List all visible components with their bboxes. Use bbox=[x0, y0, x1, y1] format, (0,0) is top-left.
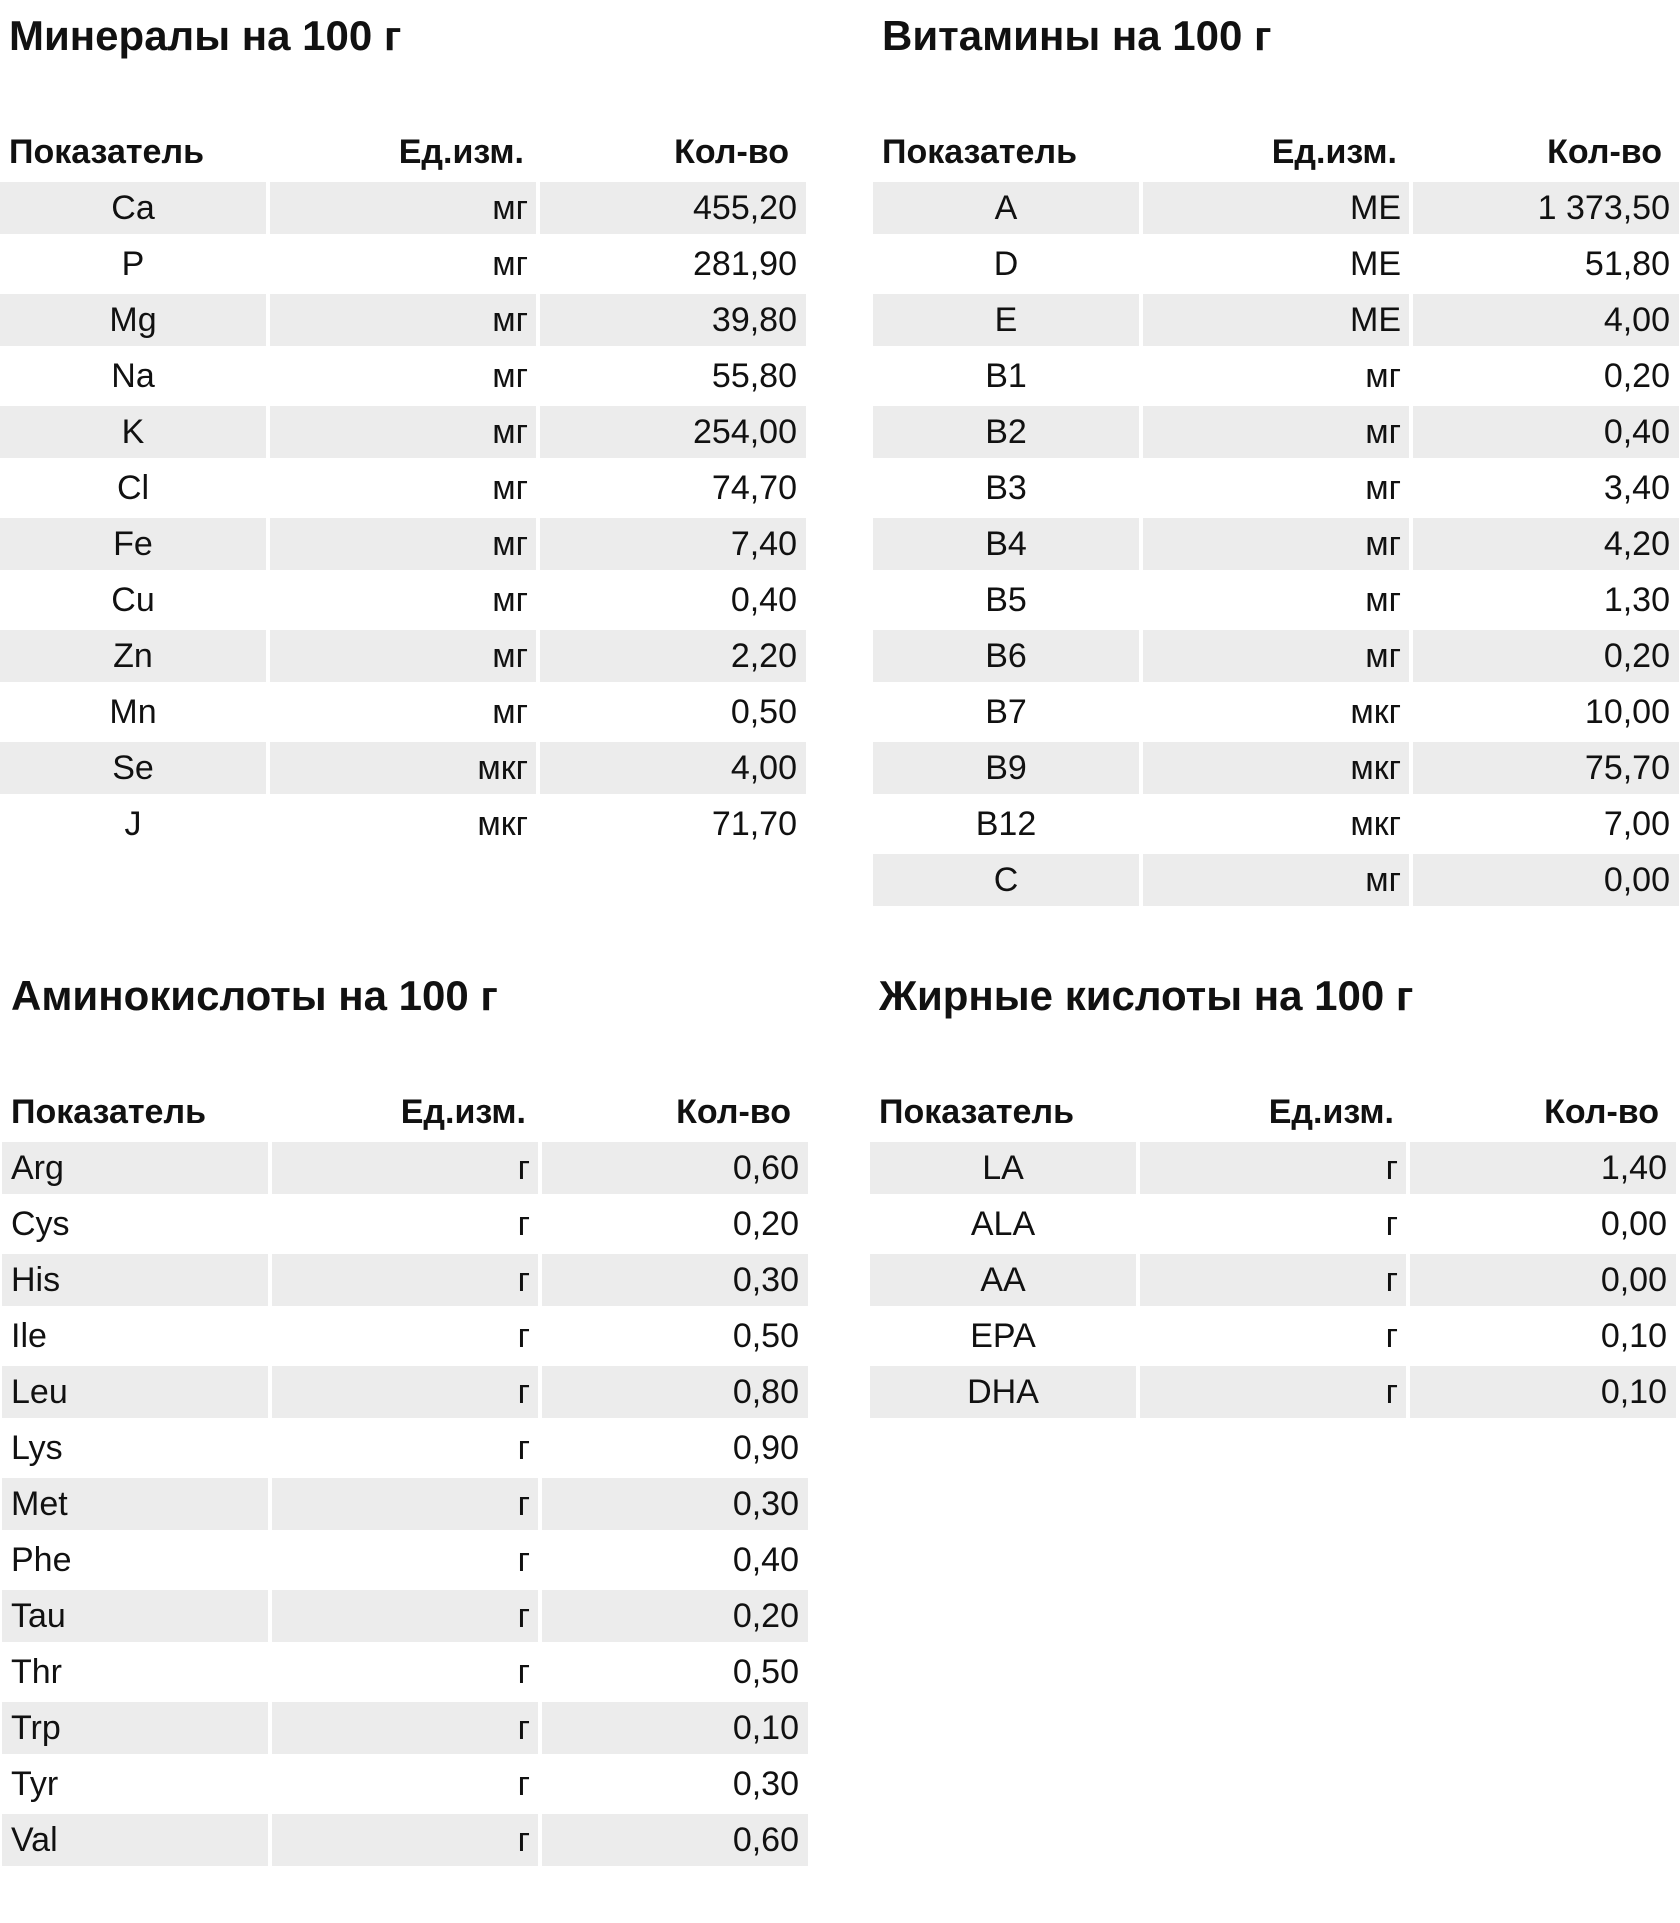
fatty-table bbox=[870, 1084, 1676, 1420]
cell-unit: МЕ bbox=[1350, 245, 1401, 283]
cell-value: 455,20 bbox=[540, 182, 806, 234]
cell-unit: мг bbox=[492, 581, 528, 619]
cell-name: Phe bbox=[11, 1541, 72, 1579]
cell-name: B7 bbox=[985, 693, 1027, 731]
table-row bbox=[2, 1252, 808, 1308]
cell-name: B9 bbox=[873, 742, 1139, 794]
table-row bbox=[873, 684, 1679, 740]
cell-name: Mn bbox=[109, 693, 157, 731]
table-row bbox=[873, 740, 1679, 796]
cell-value: 0,60 bbox=[542, 1142, 808, 1194]
cell-value: 0,30 bbox=[542, 1254, 808, 1306]
cell-value: 0,40 bbox=[1413, 406, 1679, 458]
cell-unit: г bbox=[1385, 1317, 1398, 1355]
cell-value: 0,50 bbox=[732, 1317, 799, 1355]
table-row bbox=[2, 1308, 808, 1364]
cell-unit: г bbox=[272, 1814, 538, 1866]
cell-name: Fe bbox=[0, 518, 266, 570]
header-unit: Ед.изм. bbox=[1268, 1092, 1394, 1131]
cell-name: Arg bbox=[2, 1142, 268, 1194]
cell-value: 7,40 bbox=[540, 518, 806, 570]
table-row bbox=[0, 348, 806, 404]
cell-unit: мг bbox=[270, 630, 536, 682]
cell-unit: мг bbox=[492, 245, 528, 283]
cell-value: 74,70 bbox=[711, 469, 797, 507]
table-row bbox=[873, 516, 1679, 572]
table-row bbox=[2, 1476, 808, 1532]
cell-name: Mg bbox=[0, 294, 266, 346]
table-row bbox=[0, 740, 806, 796]
header-name: Показатель bbox=[11, 1092, 206, 1131]
cell-unit: мкг bbox=[477, 805, 528, 843]
cell-value: 4,00 bbox=[1413, 294, 1679, 346]
amino-title: Аминокислоты на 100 г bbox=[11, 972, 498, 1019]
table-row bbox=[873, 348, 1679, 404]
header-value: Кол-во bbox=[1547, 132, 1662, 171]
cell-value: 0,50 bbox=[730, 693, 797, 731]
cell-value: 0,20 bbox=[1413, 630, 1679, 682]
cell-value: 0,30 bbox=[732, 1765, 799, 1803]
cell-value: 0,20 bbox=[1603, 357, 1670, 395]
cell-unit: мг bbox=[492, 357, 528, 395]
table-row bbox=[0, 516, 806, 572]
cell-name: B6 bbox=[873, 630, 1139, 682]
table-row bbox=[873, 292, 1679, 348]
table-row bbox=[873, 404, 1679, 460]
minerals-table bbox=[0, 124, 806, 852]
cell-unit: г bbox=[272, 1142, 538, 1194]
cell-unit: мг bbox=[1143, 518, 1409, 570]
cell-unit: мг bbox=[1143, 406, 1409, 458]
cell-name: His bbox=[2, 1254, 268, 1306]
cell-value: 0,00 bbox=[1600, 1205, 1667, 1243]
cell-value: 75,70 bbox=[1413, 742, 1679, 794]
cell-value: 1 373,50 bbox=[1413, 182, 1679, 234]
cell-unit: мг bbox=[492, 469, 528, 507]
header-unit: Ед.изм. bbox=[398, 132, 524, 171]
cell-unit: МЕ bbox=[1143, 294, 1409, 346]
cell-name: Lys bbox=[11, 1429, 63, 1467]
table-row bbox=[2, 1532, 808, 1588]
cell-name: K bbox=[0, 406, 266, 458]
cell-unit: г bbox=[1140, 1366, 1406, 1418]
cell-unit: мкг bbox=[270, 742, 536, 794]
cell-unit: мг bbox=[1143, 854, 1409, 906]
table-row bbox=[2, 1644, 808, 1700]
cell-value: 39,80 bbox=[540, 294, 806, 346]
cell-value: 0,80 bbox=[542, 1366, 808, 1418]
cell-unit: г bbox=[272, 1702, 538, 1754]
cell-value: 3,40 bbox=[1603, 469, 1670, 507]
cell-name: Tau bbox=[2, 1590, 268, 1642]
cell-value: 4,00 bbox=[540, 742, 806, 794]
table-row bbox=[870, 1140, 1676, 1196]
cell-value: 0,10 bbox=[1600, 1317, 1667, 1355]
cell-name: Trp bbox=[2, 1702, 268, 1754]
table-row bbox=[2, 1588, 808, 1644]
table-row bbox=[873, 852, 1679, 908]
table-row bbox=[870, 1308, 1676, 1364]
header-name: Показатель bbox=[879, 1092, 1074, 1131]
table-header bbox=[2, 1084, 808, 1140]
cell-value: 0,20 bbox=[732, 1205, 799, 1243]
cell-unit: г bbox=[517, 1541, 530, 1579]
cell-value: 0,40 bbox=[732, 1541, 799, 1579]
cell-unit: мг bbox=[492, 693, 528, 731]
cell-name: B4 bbox=[873, 518, 1139, 570]
cell-value: 51,80 bbox=[1584, 245, 1670, 283]
cell-name: Thr bbox=[11, 1653, 62, 1691]
cell-value: 0,20 bbox=[542, 1590, 808, 1642]
vitamins-table bbox=[873, 124, 1679, 908]
cell-unit: г bbox=[1385, 1205, 1398, 1243]
cell-name: LA bbox=[870, 1142, 1136, 1194]
table-row bbox=[0, 404, 806, 460]
table-row bbox=[2, 1140, 808, 1196]
cell-name: Tyr bbox=[11, 1765, 59, 1803]
vitamins-title: Витамины на 100 г bbox=[882, 12, 1272, 59]
cell-value: 1,40 bbox=[1410, 1142, 1676, 1194]
cell-name: E bbox=[873, 294, 1139, 346]
cell-name: B1 bbox=[985, 357, 1027, 395]
fatty-title: Жирные кислоты на 100 г bbox=[879, 972, 1414, 1019]
cell-name: DHA bbox=[870, 1366, 1136, 1418]
header-name: Показатель bbox=[9, 132, 204, 171]
table-header bbox=[873, 124, 1679, 180]
table-header bbox=[0, 124, 806, 180]
cell-value: 0,60 bbox=[542, 1814, 808, 1866]
cell-name: Na bbox=[111, 357, 155, 395]
cell-name: EPA bbox=[970, 1317, 1036, 1355]
cell-value: 0,50 bbox=[732, 1653, 799, 1691]
table-row bbox=[0, 236, 806, 292]
cell-value: 0,30 bbox=[542, 1478, 808, 1530]
cell-value: 0,90 bbox=[732, 1429, 799, 1467]
table-row bbox=[0, 628, 806, 684]
cell-unit: мкг bbox=[1350, 805, 1401, 843]
table-row bbox=[0, 460, 806, 516]
table-row bbox=[2, 1700, 808, 1756]
table-row bbox=[2, 1364, 808, 1420]
cell-name: Se bbox=[0, 742, 266, 794]
table-row bbox=[870, 1196, 1676, 1252]
table-row bbox=[0, 684, 806, 740]
table-row bbox=[873, 572, 1679, 628]
header-unit: Ед.изм. bbox=[1271, 132, 1397, 171]
cell-unit: мг bbox=[270, 406, 536, 458]
table-row bbox=[2, 1756, 808, 1812]
table-row bbox=[2, 1812, 808, 1868]
cell-value: 71,70 bbox=[711, 805, 797, 843]
cell-unit: мг bbox=[1143, 630, 1409, 682]
cell-name: Cu bbox=[111, 581, 155, 619]
cell-unit: г bbox=[272, 1590, 538, 1642]
header-value: Кол-во bbox=[674, 132, 789, 171]
cell-unit: мг bbox=[270, 294, 536, 346]
table-row bbox=[2, 1196, 808, 1252]
table-header bbox=[870, 1084, 1676, 1140]
cell-name: A bbox=[873, 182, 1139, 234]
table-row bbox=[873, 236, 1679, 292]
cell-name: Cl bbox=[116, 469, 150, 507]
cell-name: Ca bbox=[0, 182, 266, 234]
cell-value: 10,00 bbox=[1584, 693, 1670, 731]
cell-unit: г bbox=[1140, 1142, 1406, 1194]
table-row bbox=[870, 1252, 1676, 1308]
cell-name: B2 bbox=[873, 406, 1139, 458]
cell-value: 0,10 bbox=[542, 1702, 808, 1754]
cell-unit: г bbox=[517, 1653, 530, 1691]
minerals-title: Минералы на 100 г bbox=[9, 12, 402, 59]
table-row bbox=[873, 796, 1679, 852]
table-row bbox=[0, 572, 806, 628]
cell-unit: мг bbox=[270, 518, 536, 570]
cell-name: J bbox=[124, 805, 142, 843]
table-row bbox=[873, 460, 1679, 516]
table-row bbox=[870, 1364, 1676, 1420]
cell-name: D bbox=[993, 245, 1019, 283]
cell-name: Val bbox=[2, 1814, 268, 1866]
cell-name: B12 bbox=[975, 805, 1037, 843]
cell-unit: МЕ bbox=[1143, 182, 1409, 234]
cell-unit: г bbox=[272, 1254, 538, 1306]
cell-unit: г bbox=[1140, 1254, 1406, 1306]
cell-name: P bbox=[121, 245, 145, 283]
cell-unit: мкг bbox=[1350, 693, 1401, 731]
cell-unit: г bbox=[517, 1765, 530, 1803]
cell-name: ALA bbox=[970, 1205, 1036, 1243]
amino-table bbox=[2, 1084, 808, 1868]
cell-value: 4,20 bbox=[1413, 518, 1679, 570]
cell-value: 281,90 bbox=[693, 245, 797, 283]
cell-unit: мг bbox=[270, 182, 536, 234]
cell-name: AA bbox=[870, 1254, 1136, 1306]
cell-name: Leu bbox=[2, 1366, 268, 1418]
header-value: Кол-во bbox=[676, 1092, 791, 1131]
cell-value: 2,20 bbox=[540, 630, 806, 682]
cell-value: 254,00 bbox=[540, 406, 806, 458]
header-unit: Ед.изм. bbox=[400, 1092, 526, 1131]
cell-unit: мкг bbox=[1143, 742, 1409, 794]
table-row bbox=[0, 292, 806, 348]
cell-unit: мг bbox=[1365, 357, 1401, 395]
cell-unit: г bbox=[517, 1317, 530, 1355]
cell-value: 7,00 bbox=[1603, 805, 1670, 843]
cell-unit: г bbox=[517, 1429, 530, 1467]
cell-value: 1,30 bbox=[1603, 581, 1670, 619]
table-row bbox=[0, 796, 806, 852]
table-row bbox=[873, 628, 1679, 684]
cell-unit: мг bbox=[1365, 581, 1401, 619]
cell-name: Zn bbox=[0, 630, 266, 682]
cell-name: Met bbox=[2, 1478, 268, 1530]
cell-name: B5 bbox=[985, 581, 1027, 619]
cell-unit: г bbox=[517, 1205, 530, 1243]
header-value: Кол-во bbox=[1544, 1092, 1659, 1131]
cell-name: Ile bbox=[11, 1317, 47, 1355]
cell-value: 0,00 bbox=[1413, 854, 1679, 906]
cell-unit: г bbox=[272, 1366, 538, 1418]
cell-unit: мг bbox=[1365, 469, 1401, 507]
cell-unit: г bbox=[272, 1478, 538, 1530]
header-name: Показатель bbox=[882, 132, 1077, 171]
cell-name: B3 bbox=[985, 469, 1027, 507]
cell-value: 55,80 bbox=[711, 357, 797, 395]
table-row bbox=[873, 180, 1679, 236]
cell-name: C bbox=[873, 854, 1139, 906]
cell-value: 0,40 bbox=[730, 581, 797, 619]
cell-value: 0,00 bbox=[1410, 1254, 1676, 1306]
table-row bbox=[0, 180, 806, 236]
table-row bbox=[2, 1420, 808, 1476]
cell-name: Cys bbox=[11, 1205, 70, 1243]
cell-value: 0,10 bbox=[1410, 1366, 1676, 1418]
